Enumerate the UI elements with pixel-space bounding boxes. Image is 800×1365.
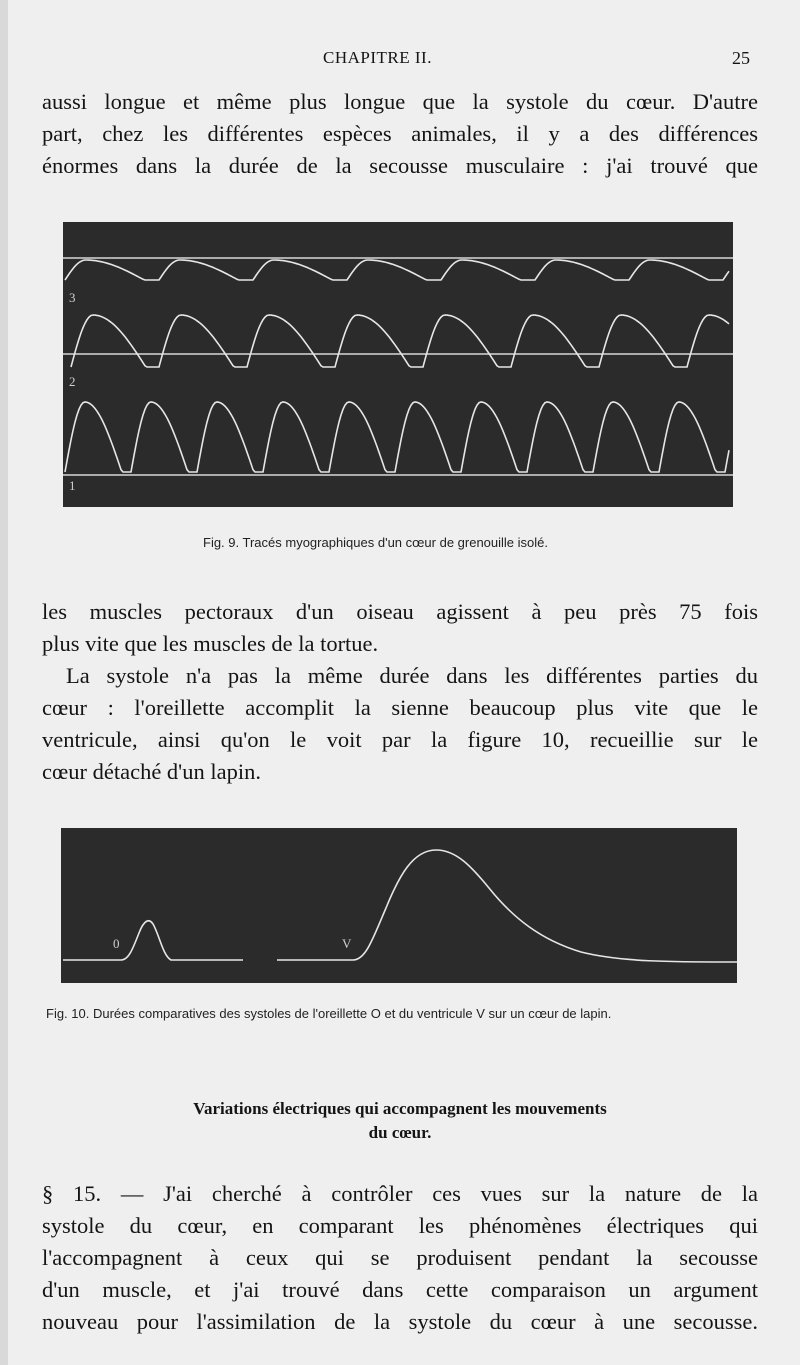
text-line: § 15. — J'ai cherché à contrôler ces vues sur la nature de la — [42, 1181, 758, 1206]
text-line: plus vite que les muscles de la tortue. — [42, 631, 379, 656]
text-line: systole du cœur, en comparant les phénomènes électriques qui — [42, 1213, 758, 1238]
trace-1 — [65, 402, 729, 472]
text-line: énormes dans la durée de la secousse musculaire : j'ai trouvé que — [42, 153, 758, 178]
paragraph-3 — [42, 660, 758, 788]
figure-9-traces — [63, 222, 733, 507]
trace-label-o: 0 — [113, 936, 120, 951]
paragraph-2 — [42, 596, 758, 660]
text-line: cœur détaché d'un lapin. — [42, 759, 261, 784]
figure-9-myograph — [63, 222, 733, 507]
text-line: l'accompagnent à ceux qui se produisent pendant la secousse — [42, 1245, 758, 1270]
trace-label-1: 1 — [69, 478, 76, 493]
running-head: CHAPITRE II. — [323, 48, 432, 67]
text-line: cœur : l'oreillette accomplit la sienne beaucoup plus vite que le — [42, 695, 758, 720]
figure-10-durations — [61, 828, 737, 983]
atrium-trace — [63, 921, 243, 960]
trace-2 — [71, 315, 729, 367]
text-line: part, chez les différentes espèces animales, il y a des différences — [42, 121, 758, 146]
trace-label-3: 3 — [69, 290, 76, 305]
trace-3 — [65, 260, 729, 280]
figure-10-caption: Fig. 10. Durées comparatives des systoles de l'oreillette O et du ventricule V sur un cœur de lapin. — [46, 1006, 612, 1021]
figure-10-traces — [61, 828, 737, 983]
section-title — [42, 1097, 758, 1145]
text-line: nouveau pour l'assimilation de la systole du cœur à une secousse. — [42, 1309, 758, 1334]
text-line: ventricule, ainsi qu'on le voit par la figure 10, recueillie sur le — [42, 727, 758, 752]
trace-label-v: V — [342, 936, 352, 951]
trace-label-2: 2 — [69, 374, 76, 389]
text-line: les muscles pectoraux d'un oiseau agissent à peu près 75 fois — [42, 599, 758, 624]
text-line: d'un muscle, et j'ai trouvé dans cette comparaison un argument — [42, 1277, 758, 1302]
paragraph-4 — [42, 1178, 758, 1338]
figure-9-caption: Fig. 9. Tracés myographiques d'un cœur de grenouille isolé. — [203, 535, 548, 550]
section-title-line-1: Variations électriques qui accompagnent les mouvements — [193, 1099, 607, 1118]
page-number: 25 — [732, 48, 750, 68]
text-line: aussi longue et même plus longue que la systole du cœur. D'autre — [42, 89, 758, 114]
section-title-line-2: du cœur. — [368, 1123, 432, 1142]
text-line: La systole n'a pas la même durée dans les différentes parties du — [66, 663, 758, 688]
paragraph-1 — [42, 86, 758, 182]
page-header — [0, 48, 800, 78]
